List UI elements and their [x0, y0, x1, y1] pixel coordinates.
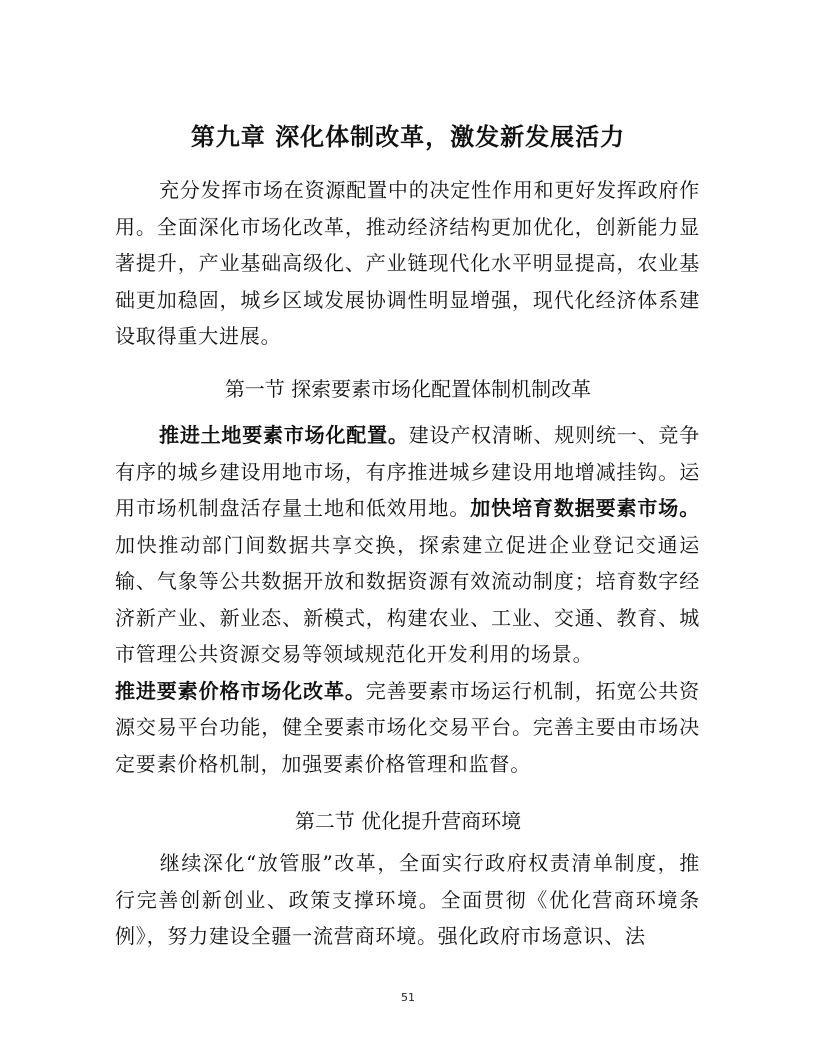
price-reform-heading: 推进要素价格市场化改革。 — [115, 678, 366, 703]
section-2-title: 第二节 优化提升营商环境 — [294, 809, 522, 833]
data-market-heading: 加快培育数据要素市场。 — [470, 496, 700, 520]
land-market-heading: 推进土地要素市场化配置。 — [159, 423, 409, 447]
section-2-text: 继续深化“放管服”改革，全面实行政府权责清单制度，推行完善创新创业、政策支撑环境。全面贯彻《优化营商环境条例》，努力建设全疆一流营商环境。强化政府市场意识、法 — [115, 851, 700, 948]
intro-paragraph-text: 充分发挥市场在资源配置中的决定性作用和更好发挥政府作用。全面深化市场化改革，推动经济结构更加优化，创新能力显著提升，产业基础高级化、产业链现代化水平明显提高，农业基础更加稳固，城乡区域发展协调性明显增强，现代化经济体系建设取得重大进展。 — [115, 178, 700, 348]
intro-paragraph — [115, 172, 700, 355]
price-reform-text: 完善要素市场运行机制，拓宽公共资源交易平台功能，健全要素市场化交易平台。完善主要由市场决定要素价格机制，加强要素价格管理和监督。 — [115, 678, 700, 776]
section-1-title: 第一节 探索要素市场化配置体制机制改革 — [224, 377, 592, 401]
section-2-paragraph — [115, 845, 700, 955]
section-1-paragraph — [115, 417, 700, 782]
land-market-text: 建设产权清晰、规则统一、竞争有序的城乡建设用地市场，有序推进城乡建设用地增减挂钩。运用市场机制盘活存量土地和低效用地。 — [115, 423, 700, 520]
page-number: 51 — [401, 991, 415, 1004]
data-market-text: 加快推动部门间数据共享交换，探索建立促进企业登记交通运输、气象等公共数据开放和数据资源有效流动制度；培育数字经济新产业、新业态、新模式，构建农业、工业、交通、教育、城市管理公共资源交易等领域规范化开发利用的场景。 — [115, 532, 700, 666]
chapter-title: 第九章 深化体制改革，激发新发展活力 — [190, 122, 626, 151]
